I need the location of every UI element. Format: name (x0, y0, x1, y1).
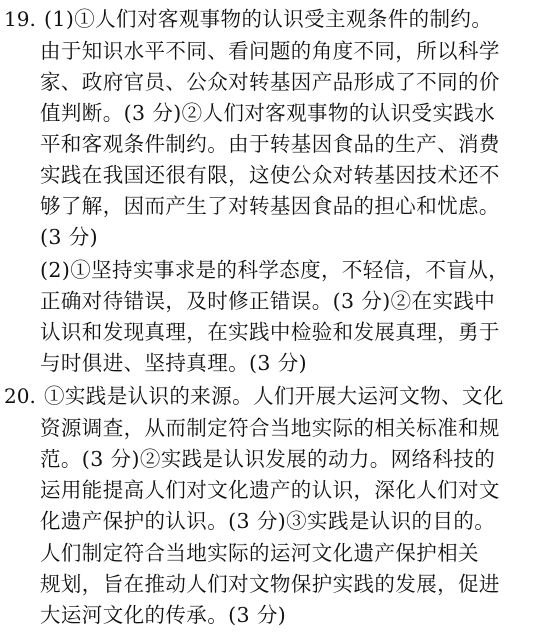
q20-line-5: 化遗产保护的认识。(3 分)③实践是认识的目的。 (40, 509, 496, 533)
q19-line-12: 与时俱进、坚持真理。(3 分) (40, 351, 308, 375)
q19-line-9: (2)①坚持实事求是的科学态度，不轻信，不盲从， (40, 258, 510, 282)
q20-line-4: 运用能提高人们对文化遗产的认识，深化人们对文 (40, 478, 500, 502)
q20-line-2: 资源调查，从而制定符合当地实际的相关标准和规 (40, 416, 500, 440)
q20-line-1 (4, 381, 504, 411)
q19-line-11: 认识和发现真理，在实践中检验和发展真理，勇于 (40, 320, 500, 344)
q19-line-10: 正确对待错误，及时修正错误。(3 分)②在实践中 (40, 289, 496, 313)
q20-text-1: ①实践是认识的来源。人们开展大运河文物、文化 (44, 384, 504, 408)
q19-line-6: 实践在我国还很有限，这使公众对转基因技术还不 (40, 163, 500, 187)
q19-line-2: 由于知识水平不同、看问题的角度不同，所以科学 (40, 39, 500, 63)
q20-line-6: 人们制定符合当地实际的运河文化遗产保护相关 (40, 541, 479, 565)
q19-line-4: 值判断。(3 分)②人们对客观事物的认识受实践水 (40, 101, 496, 125)
q19-line-5: 平和客观条件制约。由于转基因食品的生产、消费 (40, 132, 500, 156)
q20-line-7: 规划，旨在推动人们对文物保护实践的发展，促进 (40, 572, 500, 596)
q19-line-1 (4, 4, 492, 34)
q20-line-3: 范。(3 分)②实践是认识发展的动力。网络科技的 (40, 447, 496, 471)
q19-line-3: 家、政府官员、公众对转基因产品形成了不同的价 (40, 70, 500, 94)
q19-text-1: (1)①人们对客观事物的认识受主观条件的制约。 (44, 7, 493, 31)
q20-number: 20. (4, 384, 36, 408)
q19-line-7: 够了解，因而产生了对转基因食品的担心和忧虑。 (40, 194, 500, 218)
q19-line-8: (3 分) (40, 225, 99, 249)
q20-line-8: 大运河文化的传承。(3 分) (40, 603, 287, 627)
q19-number: 19. (4, 7, 36, 31)
